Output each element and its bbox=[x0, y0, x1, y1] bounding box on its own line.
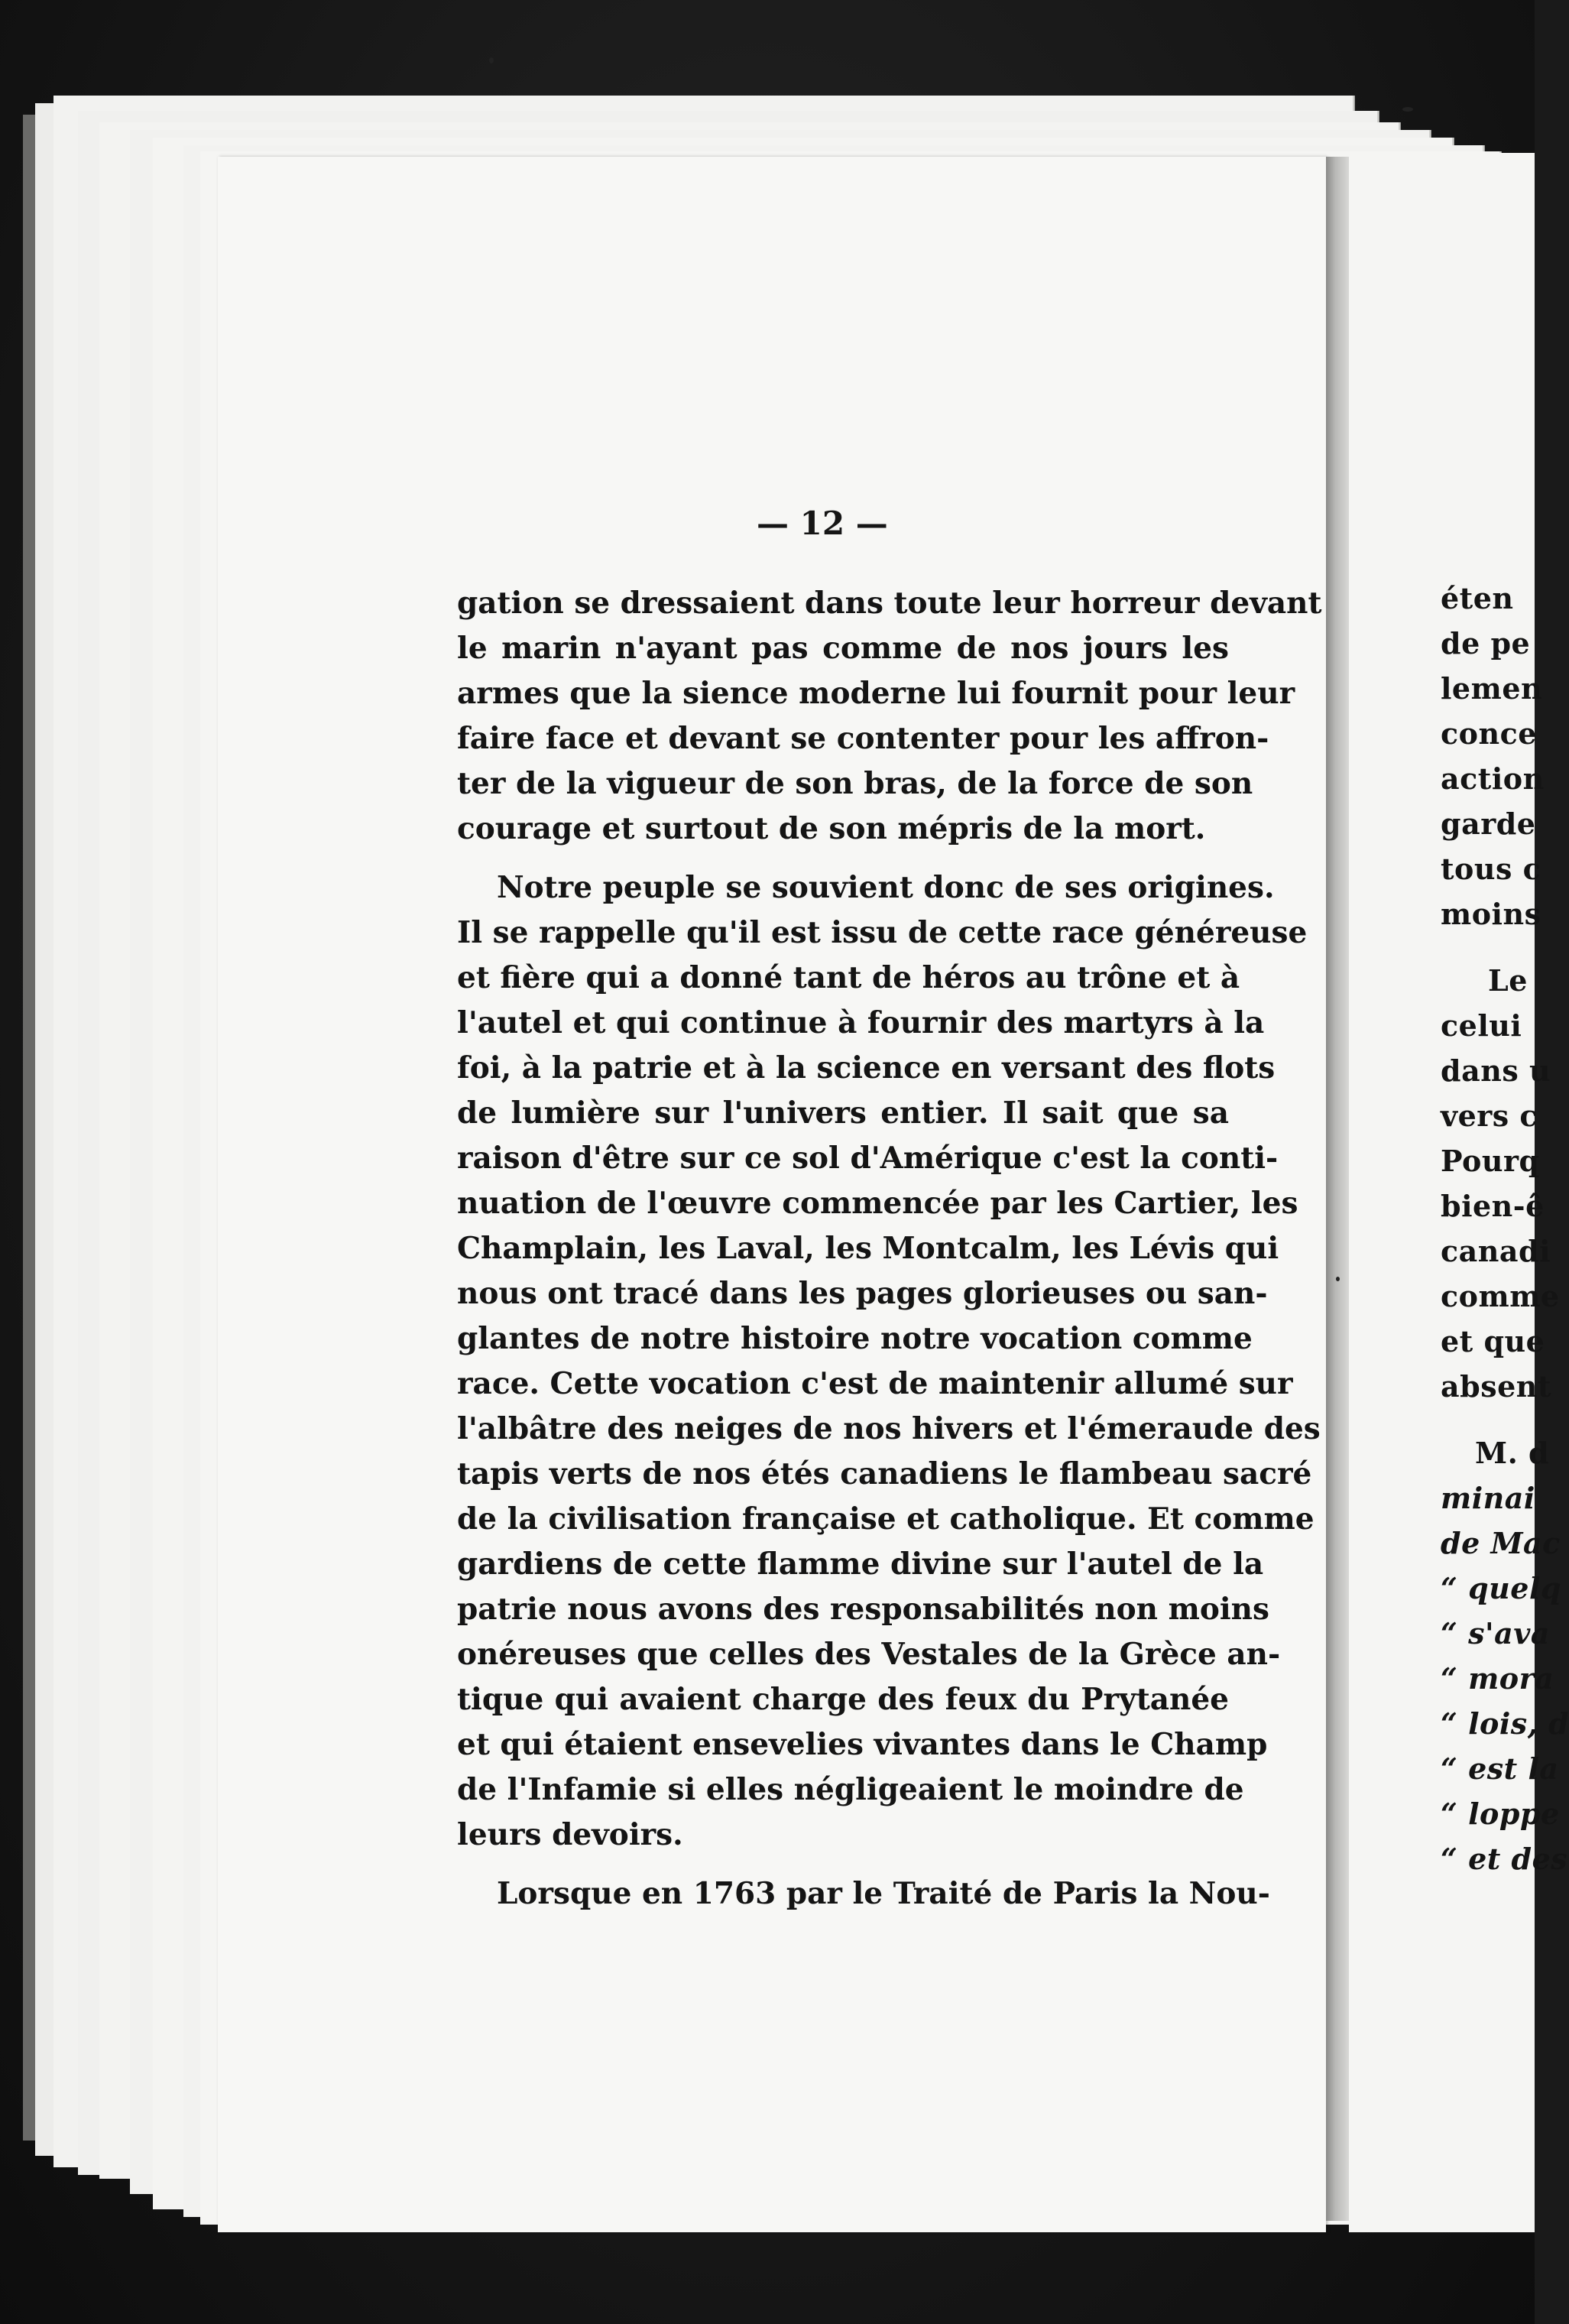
facing-page-line: de Mac bbox=[1441, 1526, 1561, 1560]
text-line: Lorsque en 1763 par le Traité de Paris la Nou- bbox=[497, 1876, 1270, 1911]
facing-page-line: Pourq bbox=[1441, 1144, 1540, 1178]
facing-page-line: comme bbox=[1441, 1279, 1560, 1313]
text-line: et fière qui a donné tant de héros au trône et à bbox=[457, 960, 1240, 995]
text-line: armes que la sience moderne lui fournit pour leur bbox=[457, 676, 1295, 711]
text-line: nous ont tracé dans les pages glorieuses ou san- bbox=[457, 1276, 1268, 1311]
facing-page-line: canadi bbox=[1441, 1234, 1551, 1268]
text-line: de la civilisation française et catholique. Et comme bbox=[457, 1501, 1315, 1537]
text-line: tapis verts de nos étés canadiens le flambeau sacré bbox=[457, 1456, 1312, 1491]
scan-speck bbox=[1336, 1277, 1340, 1281]
facing-page-line: dans u bbox=[1441, 1053, 1551, 1088]
facing-page-line: tous c bbox=[1441, 852, 1541, 886]
text-line: de l'Infamie si elles négligeaient le moindre de bbox=[457, 1772, 1244, 1807]
text-line: glantes de notre histoire notre vocation comme bbox=[457, 1321, 1253, 1356]
facing-page-line: éten bbox=[1441, 581, 1514, 615]
facing-page-line: moins bbox=[1441, 897, 1541, 931]
scan-speck bbox=[1402, 107, 1413, 112]
text-line: l'autel et qui continue à fournir des martyrs à la bbox=[457, 1005, 1265, 1040]
facing-page bbox=[1349, 153, 1569, 2232]
facing-page-line: “ et des bbox=[1441, 1842, 1568, 1876]
facing-page-line: “ quelq bbox=[1441, 1571, 1561, 1605]
facing-page-line: de pe bbox=[1441, 626, 1531, 661]
scan-speck bbox=[489, 57, 494, 63]
paragraph-2 bbox=[457, 865, 1321, 1858]
text-line: Champlain, les Laval, les Montcalm, les Lévis qui bbox=[457, 1231, 1279, 1266]
text-line: gardiens de cette flamme divine sur l'autel de la bbox=[457, 1547, 1264, 1582]
text-line: l'albâtre des neiges de nos hivers et l'émeraude des bbox=[457, 1411, 1321, 1446]
text-line: ter de la vigueur de son bras, de la force de son bbox=[457, 766, 1253, 801]
text-line: de lumière sur l'univers entier. Il sait que sa bbox=[457, 1095, 1229, 1131]
text-line: Il se rappelle qu'il est issu de cette race généreuse bbox=[457, 915, 1308, 950]
text-line: nuation de l'œuvre commencée par les Cartier, les bbox=[457, 1186, 1298, 1221]
paragraph-3 bbox=[457, 1871, 1270, 1917]
facing-page-line: “ lois, d bbox=[1441, 1706, 1569, 1741]
facing-page-line: vers c bbox=[1441, 1099, 1538, 1133]
book-gutter bbox=[1326, 157, 1349, 2221]
text-line: leurs devoirs. bbox=[457, 1817, 683, 1852]
text-line: race. Cette vocation c'est de maintenir allumé sur bbox=[457, 1366, 1293, 1401]
text-line: et qui étaient ensevelies vivantes dans le Champ bbox=[457, 1727, 1268, 1762]
facing-page-line: action bbox=[1441, 761, 1545, 796]
text-line: tique qui avaient charge des feux du Prytanée bbox=[457, 1682, 1229, 1717]
page-number: — 12 — bbox=[757, 505, 888, 542]
facing-page-line: “ est la bbox=[1441, 1751, 1559, 1786]
text-line: onéreuses que celles des Vestales de la Grèce an- bbox=[457, 1637, 1281, 1672]
facing-page-line: “ loppe bbox=[1441, 1797, 1560, 1831]
paragraph-1 bbox=[457, 581, 1322, 852]
facing-page-line: lemen bbox=[1441, 671, 1543, 706]
text-line: faire face et devant se contenter pour les affron- bbox=[457, 721, 1269, 756]
facing-page-line: conce bbox=[1441, 716, 1537, 751]
text-line: courage et surtout de son mépris de la mort. bbox=[457, 811, 1206, 846]
body-text bbox=[457, 581, 1322, 1917]
text-line: le marin n'ayant pas comme de nos jours les bbox=[457, 631, 1229, 666]
facing-page-line: celui bbox=[1441, 1008, 1522, 1043]
text-line: gation se dressaient dans toute leur horreur devant bbox=[457, 586, 1322, 621]
text-line: Notre peuple se souvient donc de ses origines. bbox=[497, 870, 1275, 905]
facing-page-line: et que bbox=[1441, 1324, 1545, 1358]
facing-page-line: minai bbox=[1441, 1481, 1535, 1515]
text-line: foi, à la patrie et à la science en versant des flots bbox=[457, 1050, 1276, 1086]
facing-page-line: “ s'ava bbox=[1441, 1616, 1550, 1650]
text-line: patrie nous avons des responsabilités non moins bbox=[457, 1592, 1269, 1627]
facing-page-line: absent bbox=[1441, 1369, 1551, 1404]
facing-page-line: “ mora bbox=[1441, 1661, 1554, 1696]
facing-page-line: garde bbox=[1441, 807, 1536, 841]
text-line: raison d'être sur ce sol d'Amérique c'est la conti- bbox=[457, 1141, 1279, 1176]
facing-page-line: bien-ê bbox=[1441, 1189, 1545, 1223]
facing-page-line: Le bbox=[1488, 963, 1528, 998]
facing-page-line: M. d bbox=[1475, 1436, 1550, 1470]
